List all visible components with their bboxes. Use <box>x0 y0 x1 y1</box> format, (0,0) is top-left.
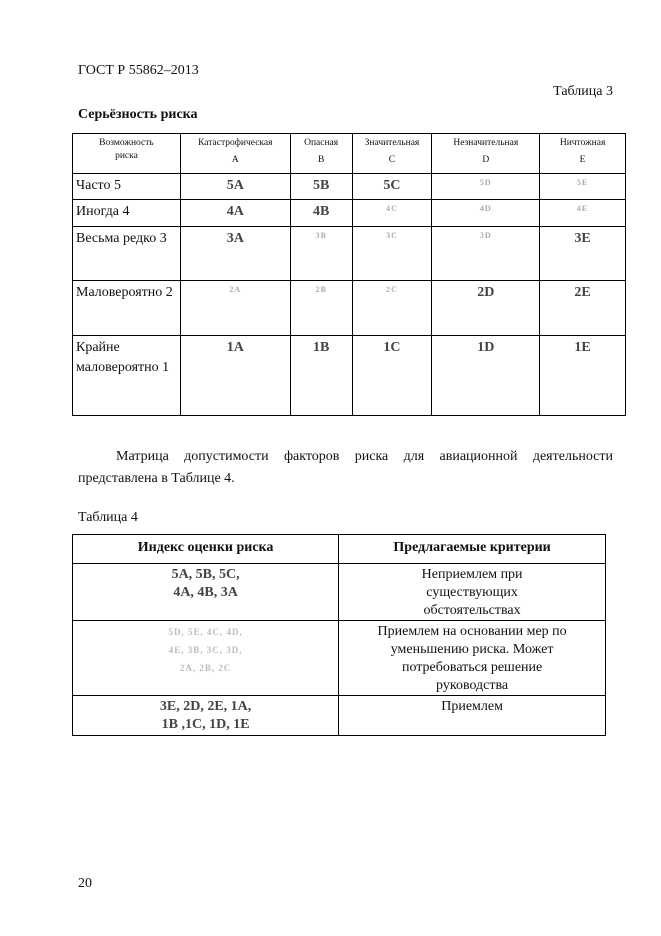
table-row <box>73 336 626 416</box>
col-header: Катастрофическая A <box>180 134 290 174</box>
criteria-cell: Приемлем <box>339 696 606 736</box>
table3-title: Серьёзность риска <box>78 107 198 122</box>
table-row <box>73 174 626 200</box>
table-row <box>73 564 606 621</box>
risk-cell: 5D <box>432 174 540 200</box>
risk-cell: 4A <box>180 200 290 227</box>
risk-cell: 1A <box>180 336 290 416</box>
corner-header: Возможность риска <box>73 134 181 174</box>
risk-cell: 1E <box>540 336 626 416</box>
table3-label: Таблица 3 <box>553 84 613 99</box>
risk-cell: 3E <box>540 227 626 281</box>
page-number: 20 <box>78 876 92 891</box>
row-label: Иногда 4 <box>73 200 181 227</box>
risk-index-cell: 5D, 5E, 4C, 4D, 4E, 3B, 3C, 3D, 2A, 2B, 2C <box>73 621 339 696</box>
table-row <box>73 281 626 336</box>
risk-cell: 4D <box>432 200 540 227</box>
row-label: Крайне маловероятно 1 <box>73 336 181 416</box>
risk-cell: 5B <box>290 174 352 200</box>
criteria-cell: Неприемлем при существующих обстоятельствах <box>339 564 606 621</box>
table4-label: Таблица 4 <box>78 510 138 525</box>
risk-cell: 2C <box>352 281 432 336</box>
col-header: Индекс оценки риска <box>73 535 339 564</box>
risk-index-cell: 3E, 2D, 2E, 1A, 1B ,1C, 1D, 1E <box>73 696 339 736</box>
risk-cell: 5A <box>180 174 290 200</box>
risk-cell: 2B <box>290 281 352 336</box>
risk-cell: 5C <box>352 174 432 200</box>
col-header: Опасная B <box>290 134 352 174</box>
table-row <box>73 227 626 281</box>
risk-cell: 4C <box>352 200 432 227</box>
risk-cell: 2D <box>432 281 540 336</box>
col-header: Значительная C <box>352 134 432 174</box>
risk-cell: 2A <box>180 281 290 336</box>
table-row <box>73 696 606 736</box>
row-label: Весьма редко 3 <box>73 227 181 281</box>
body-paragraph: Матрица допустимости факторов риска для авиационной деятельности представлена в Таблице 4. <box>78 449 613 486</box>
risk-cell: 1C <box>352 336 432 416</box>
risk-cell: 3C <box>352 227 432 281</box>
risk-cell: 5E <box>540 174 626 200</box>
risk-tolerability-table <box>72 534 606 736</box>
risk-cell: 2E <box>540 281 626 336</box>
criteria-cell: Приемлем на основании мер по уменьшению риска. Может потребоваться решение руководства <box>339 621 606 696</box>
standard-header: ГОСТ Р 55862–2013 <box>78 63 199 78</box>
risk-cell: 4B <box>290 200 352 227</box>
table-row <box>73 200 626 227</box>
col-header: Ничтожная E <box>540 134 626 174</box>
risk-cell: 1B <box>290 336 352 416</box>
col-header: Незначительная D <box>432 134 540 174</box>
row-label: Часто 5 <box>73 174 181 200</box>
risk-cell: 3D <box>432 227 540 281</box>
risk-cell: 4E <box>540 200 626 227</box>
col-header: Предлагаемые критерии <box>339 535 606 564</box>
row-label: Маловероятно 2 <box>73 281 181 336</box>
risk-cell: 3B <box>290 227 352 281</box>
risk-cell: 3A <box>180 227 290 281</box>
table-row <box>73 621 606 696</box>
risk-severity-table <box>72 133 626 416</box>
risk-index-cell: 5A, 5B, 5C, 4A, 4B, 3A <box>73 564 339 621</box>
risk-cell: 1D <box>432 336 540 416</box>
